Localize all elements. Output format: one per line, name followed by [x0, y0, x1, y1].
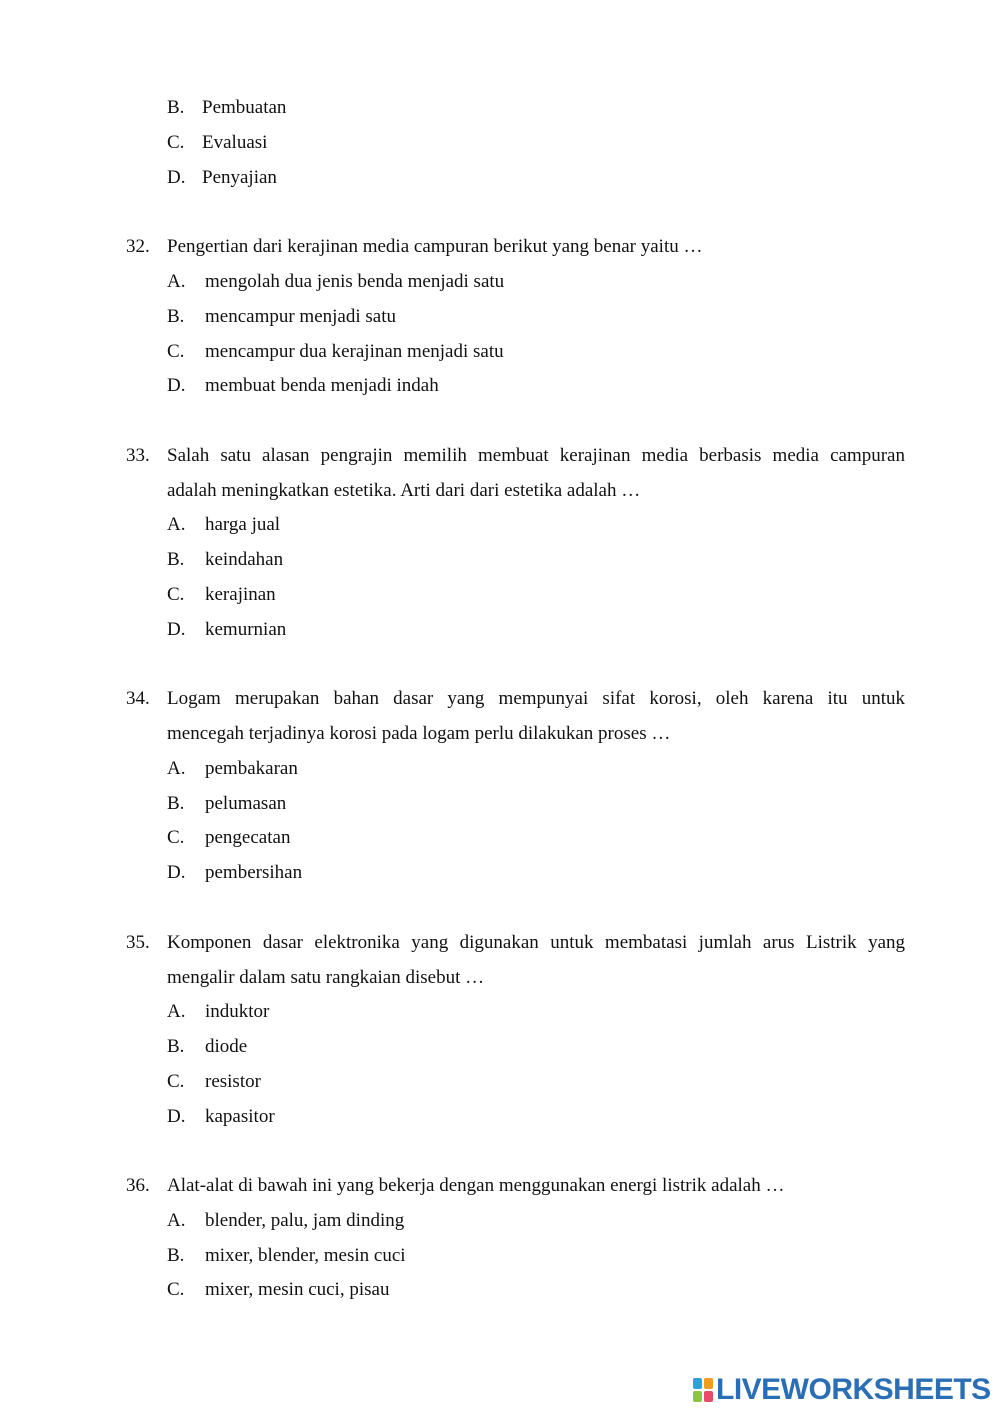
- option-letter: C.: [167, 584, 185, 605]
- option-text: pembakaran: [205, 758, 298, 779]
- question-text-line: mencegah terjadinya korosi pada logam perlu dilakukan proses …: [167, 723, 671, 744]
- option-letter: B.: [167, 306, 185, 327]
- option-text: pengecatan: [205, 827, 291, 848]
- option-letter: D.: [167, 375, 186, 396]
- option-text: diode: [205, 1036, 248, 1057]
- option-text: kerajinan: [205, 584, 276, 605]
- question-text: Alat-alat di bawah ini yang bekerja dengan menggunakan energi listrik adalah …: [167, 1175, 785, 1196]
- liveworksheets-logo-icon: [693, 1378, 713, 1402]
- option-letter: B.: [167, 1245, 185, 1266]
- option-text: resistor: [205, 1071, 261, 1092]
- option-text: blender, palu, jam dinding: [205, 1210, 405, 1231]
- question-number: 34.: [126, 688, 150, 709]
- question-text-line: mengalir dalam satu rangkaian disebut …: [167, 967, 485, 988]
- option-letter: B.: [167, 97, 185, 118]
- question-text-line: adalah meningkatkan estetika. Arti dari dari estetika adalah …: [167, 480, 641, 501]
- option-text: kapasitor: [205, 1106, 275, 1127]
- option-letter: D.: [167, 862, 186, 883]
- option-letter: B.: [167, 1036, 185, 1057]
- logo-text: LIVEWORKSHEETS: [716, 1373, 991, 1406]
- question-text-line: Komponen dasar elektronika yang digunakan untuk membatasi jumlah arus Listrik yang: [167, 932, 905, 953]
- option-text: mencampur dua kerajinan menjadi satu: [205, 341, 504, 362]
- option-text: pembersihan: [205, 862, 303, 883]
- option-letter: C.: [167, 341, 185, 362]
- option-text: pelumasan: [205, 793, 287, 814]
- option-letter: A.: [167, 514, 186, 535]
- option-text: mixer, blender, mesin cuci: [205, 1245, 406, 1266]
- option-text: Penyajian: [202, 167, 277, 188]
- question-number: 36.: [126, 1175, 150, 1196]
- option-text: Evaluasi: [202, 132, 268, 153]
- option-text: Pembuatan: [202, 97, 287, 118]
- option-letter: A.: [167, 1001, 186, 1022]
- option-text: keindahan: [205, 549, 284, 570]
- option-letter: C.: [167, 1279, 185, 1300]
- option-text: membuat benda menjadi indah: [205, 375, 439, 396]
- option-letter: D.: [167, 167, 186, 188]
- question-text-line: Salah satu alasan pengrajin memilih membuat kerajinan media berbasis media campuran: [167, 445, 905, 466]
- option-letter: B.: [167, 793, 185, 814]
- option-text: mengolah dua jenis benda menjadi satu: [205, 271, 505, 292]
- option-letter: A.: [167, 271, 186, 292]
- option-letter: C.: [167, 827, 185, 848]
- option-letter: D.: [167, 1106, 186, 1127]
- option-text: mixer, mesin cuci, pisau: [205, 1279, 390, 1300]
- question-number: 32.: [126, 236, 150, 257]
- option-letter: A.: [167, 1210, 186, 1231]
- liveworksheets-logo[interactable]: [693, 1373, 991, 1407]
- option-letter: C.: [167, 132, 185, 153]
- option-letter: D.: [167, 619, 186, 640]
- option-text: mencampur menjadi satu: [205, 306, 396, 327]
- question-number: 35.: [126, 932, 150, 953]
- option-text: kemurnian: [205, 619, 287, 640]
- option-letter: C.: [167, 1071, 185, 1092]
- option-text: induktor: [205, 1001, 270, 1022]
- option-text: harga jual: [205, 514, 281, 535]
- question-text: Pengertian dari kerajinan media campuran berikut yang benar yaitu …: [167, 236, 703, 257]
- question-text-line: Logam merupakan bahan dasar yang mempunyai sifat korosi, oleh karena itu untuk: [167, 688, 905, 709]
- option-letter: A.: [167, 758, 186, 779]
- option-letter: B.: [167, 549, 185, 570]
- question-number: 33.: [126, 445, 150, 466]
